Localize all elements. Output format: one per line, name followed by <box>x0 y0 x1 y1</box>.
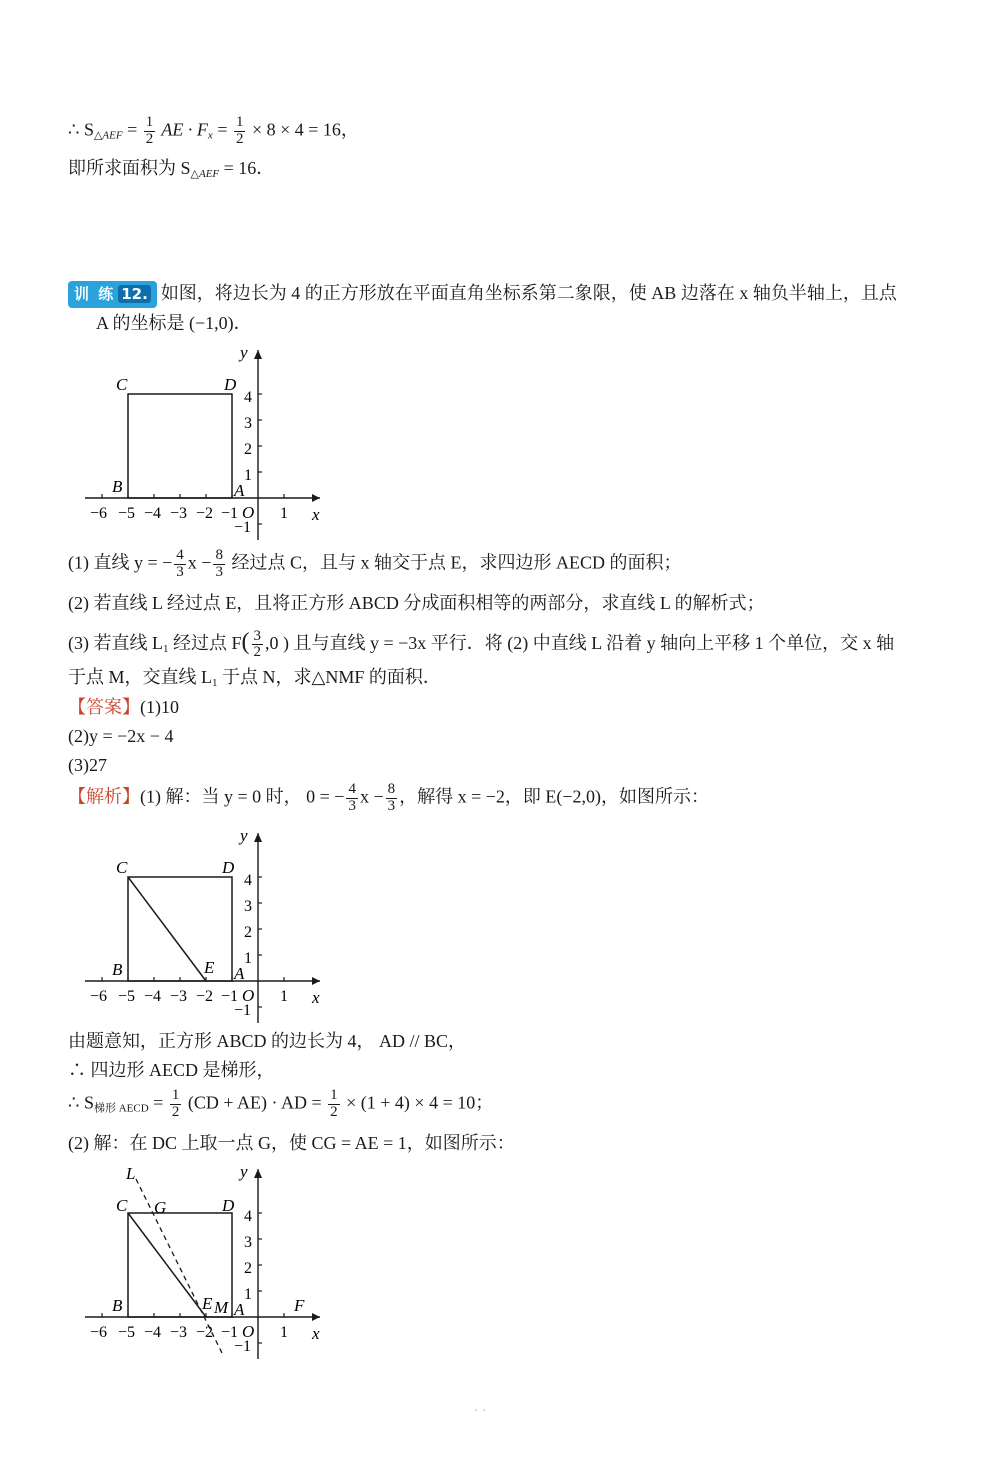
x-tick-label: −5 <box>118 505 136 522</box>
subscript: 1 <box>212 677 218 689</box>
point-label-e: E <box>204 958 215 977</box>
top-line-2 <box>68 155 274 183</box>
text-segment: x − <box>187 552 212 573</box>
denominator: 3 <box>348 797 356 814</box>
square-abcd <box>128 394 232 498</box>
fraction <box>346 782 358 815</box>
y-axis-label: y <box>240 826 248 845</box>
y-tick-label: 2 <box>244 1260 252 1277</box>
x-tick-label: −3 <box>170 988 188 1005</box>
denominator: 3 <box>176 563 184 580</box>
y-tick-label: 1 <box>244 1286 252 1303</box>
denominator: 2 <box>253 644 261 661</box>
y-tick-label: −1 <box>234 519 252 536</box>
numerator: 4 <box>176 547 184 563</box>
analysis-line-3 <box>68 1057 275 1084</box>
numerator: 3 <box>253 627 261 644</box>
text-segment: (1) 直线 y = − <box>68 552 173 573</box>
x-tick-label: −2 <box>196 1324 214 1341</box>
text-segment: = <box>148 1092 168 1113</box>
text-segment: ,0 ) 且与直线 y = −3x 平行．将 (2) 中直线 L 沿着 y 轴向上平移 1 个单位，交 x 轴 <box>265 633 895 653</box>
x-tick-label: 1 <box>280 505 288 522</box>
paren-open: ( <box>241 629 250 655</box>
x-tick-label: −3 <box>170 1324 188 1341</box>
subscript: △AEF <box>190 168 220 180</box>
answer-line-2 <box>68 723 173 750</box>
question-2 <box>68 590 765 617</box>
subscript: 梯形 AECD <box>93 1102 149 1115</box>
point-label-e: E <box>202 1294 213 1313</box>
y-tick-label: 1 <box>244 950 252 967</box>
x-tick-label: −2 <box>196 988 214 1005</box>
text-segment: ，解得 x = −2，即 E(−2,0)，如图所示： <box>399 786 710 807</box>
x-axis-label: x <box>312 988 320 1007</box>
denominator: 2 <box>171 1103 180 1120</box>
text-segment: × (1 + 4) × 4 = 10； <box>341 1092 494 1113</box>
y-axis-arrow <box>254 350 262 359</box>
problem-stem-line-2 <box>96 310 252 337</box>
y-tick-label: −1 <box>234 1338 252 1355</box>
question-3-line-2 <box>68 664 441 692</box>
fraction <box>144 115 156 148</box>
numerator: 1 <box>171 1087 180 1103</box>
answer-line-3 <box>68 752 107 779</box>
x-axis-label: x <box>312 1324 320 1343</box>
text-segment: ∴ S <box>68 1092 94 1113</box>
text-segment: ∴ S <box>68 119 94 140</box>
graph-2 <box>80 823 340 1023</box>
text-segment: (CD + AE) · AD = <box>183 1092 327 1113</box>
tag-number: 12. <box>118 285 151 303</box>
x-tick-label: −5 <box>118 988 136 1005</box>
point-label-d: D <box>222 858 235 877</box>
y-tick-label: 2 <box>244 441 252 458</box>
question-1 <box>68 548 681 581</box>
top-line-1 <box>68 115 359 148</box>
y-tick-label: 4 <box>244 872 252 889</box>
point-label-b: B <box>112 960 123 979</box>
y-tick-label: 3 <box>244 898 252 915</box>
point-label-g: G <box>154 1198 167 1217</box>
x-tick-label: 1 <box>280 1324 288 1341</box>
answer-line-1 <box>68 694 179 721</box>
fraction <box>234 115 246 148</box>
analysis-line-4 <box>68 1088 493 1121</box>
text-segment: 于点 N，求△NMF 的面积． <box>217 667 441 687</box>
analysis-label: 【解析】 <box>68 786 140 808</box>
graph-1 <box>80 340 340 540</box>
text-segment: 经过点 F <box>168 633 242 653</box>
point-label-d: D <box>224 375 237 394</box>
point-label-c: C <box>116 375 128 394</box>
y-tick-label: 1 <box>244 467 252 484</box>
y-tick-label: 4 <box>244 389 252 406</box>
x-tick-label: −2 <box>196 505 214 522</box>
x-axis-label: x <box>312 505 320 524</box>
point-label-b: B <box>112 477 123 496</box>
x-tick-label: −3 <box>170 505 188 522</box>
x-tick-label: −1 <box>221 988 239 1005</box>
answer-2: (2)y = −2x − 4 <box>68 726 174 746</box>
fraction <box>170 1088 182 1121</box>
numerator: 8 <box>387 781 396 797</box>
fraction <box>328 1088 340 1121</box>
numerator: 1 <box>235 114 244 130</box>
x-tick-label: −6 <box>90 505 108 522</box>
y-tick-label: 4 <box>244 1208 252 1225</box>
fraction <box>174 548 186 581</box>
point-label-a: A <box>234 481 245 500</box>
text-segment: (3) 若直线 L <box>68 633 163 653</box>
origin-label: O <box>242 1322 255 1341</box>
point-label-l: L <box>126 1164 136 1183</box>
x-tick-label: −4 <box>144 505 162 522</box>
denominator: 2 <box>145 130 154 147</box>
fraction <box>252 629 264 662</box>
text-segment: (1) 解：当 y = 0 时， 0 = − <box>140 786 345 807</box>
y-tick-label: 2 <box>244 924 252 941</box>
text-segment: 由题意知，正方形 ABCD 的边长为 4， AD // BC， <box>68 1031 467 1051</box>
point-label-m: M <box>214 1298 229 1317</box>
point-label-f: F <box>294 1296 305 1315</box>
text-segment: 如图，将边长为 4 的正方形放在平面直角坐标系第二象限，使 AB 边落在 x 轴负半轴上，且点 <box>160 283 897 303</box>
denominator: 3 <box>215 563 223 580</box>
text-segment: (2) 若直线 L 经过点 E，且将正方形 ABCD 分成面积相等的两部分，求直线 L 的解析式； <box>68 593 765 613</box>
text-segment: 经过点 C，且与 x 轴交于点 E，求四边形 AECD 的面积； <box>226 552 682 573</box>
y-tick-label: −1 <box>234 1002 252 1019</box>
text-segment: = <box>122 119 142 140</box>
answer-label: 【答案】 <box>68 697 140 718</box>
x-axis-arrow <box>312 1313 320 1321</box>
analysis-line-2 <box>68 1028 466 1055</box>
answer-3: (3)27 <box>68 755 107 775</box>
text-segment: 于点 M，交直线 L <box>68 667 212 687</box>
analysis-line-5 <box>68 1130 515 1157</box>
exercise-tag <box>68 281 157 308</box>
text-segment: = 16． <box>219 158 275 178</box>
denominator: 3 <box>387 797 396 814</box>
point-label-d: D <box>222 1196 235 1215</box>
x-axis-arrow <box>312 977 320 985</box>
point-label-c: C <box>116 858 128 877</box>
text-segment: 即所求面积为 S <box>68 158 191 178</box>
graph-3 <box>80 1159 340 1359</box>
point-label-c: C <box>116 1196 128 1215</box>
point-label-a: A <box>234 1300 245 1319</box>
denominator: 2 <box>235 130 244 147</box>
x-axis-arrow <box>312 494 320 502</box>
x-tick-label: −1 <box>221 1324 239 1341</box>
analysis-line-1 <box>68 782 709 815</box>
x-tick-label: −4 <box>144 1324 162 1341</box>
point-label-b: B <box>112 1296 123 1315</box>
subscript: △AEF <box>93 129 123 142</box>
y-axis-label: y <box>240 343 248 362</box>
numerator: 4 <box>348 781 356 797</box>
numerator: 1 <box>330 1087 338 1103</box>
answer-1: (1)10 <box>140 697 179 717</box>
numerator: 8 <box>215 547 223 563</box>
segment-ce <box>128 877 206 981</box>
text-segment: x − <box>359 786 384 807</box>
y-axis-arrow <box>254 1169 262 1178</box>
text-segment: AE · F <box>157 119 208 140</box>
problem-stem-line-1 <box>68 280 897 308</box>
y-axis-arrow <box>254 833 262 842</box>
x-tick-label: 1 <box>280 988 288 1005</box>
text-segment: = <box>212 119 232 140</box>
x-tick-label: −4 <box>144 988 162 1005</box>
text-segment: ∴ 四边形 AECD 是梯形， <box>68 1060 275 1080</box>
x-tick-label: −6 <box>90 988 108 1005</box>
x-tick-label: −6 <box>90 1324 108 1341</box>
x-tick-label: −5 <box>118 1324 136 1341</box>
subscript: 1 <box>162 643 169 655</box>
subscript: x <box>207 129 213 142</box>
y-tick-label: 3 <box>244 1234 252 1251</box>
x-tick-label: −1 <box>221 505 239 522</box>
segment-ce <box>128 1213 206 1317</box>
origin-label: O <box>242 503 255 522</box>
fraction <box>213 548 225 581</box>
page-mark: · · <box>474 1404 487 1419</box>
question-3-line-1 <box>68 624 894 661</box>
y-tick-label: 3 <box>244 415 252 432</box>
numerator: 1 <box>145 114 154 130</box>
text-segment: A 的坐标是 (−1,0)． <box>96 313 252 333</box>
y-axis-label: y <box>240 1162 248 1181</box>
square-abcd <box>128 877 232 981</box>
point-label-a: A <box>234 964 245 983</box>
denominator: 2 <box>330 1103 338 1120</box>
text-segment: (2) 解：在 DC 上取一点 G，使 CG = AE = 1，如图所示： <box>68 1133 515 1153</box>
origin-label: O <box>242 986 255 1005</box>
fraction <box>386 782 398 815</box>
tag-label: 训 练 <box>74 285 116 303</box>
text-segment: × 8 × 4 = 16， <box>247 119 359 140</box>
